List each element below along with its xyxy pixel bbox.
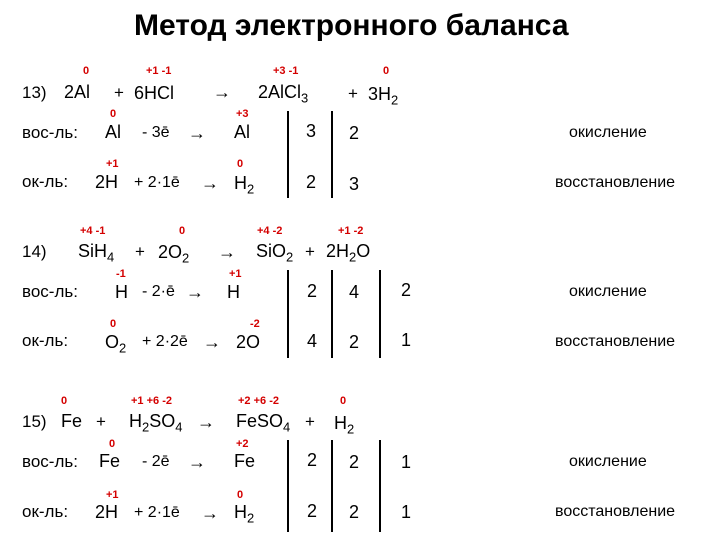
process-label: восстановление (555, 503, 676, 520)
ox-state-label: 0 (237, 489, 244, 501)
plus-sign: + (305, 412, 315, 431)
ox-state-label: 0 (179, 225, 186, 237)
ox-state-label: -2 (250, 318, 260, 330)
oxidizer-label: ок-ль: (22, 172, 69, 191)
balance-coefficient: 2 (349, 123, 360, 143)
half-reaction-arrow: → (188, 123, 206, 143)
half-reaction-to: $H_2$ (234, 502, 255, 526)
plus-sign: + (114, 83, 124, 102)
reaction-arrow: → (213, 82, 231, 102)
reactant-1: Fe (61, 411, 83, 431)
problem-number: 14) (22, 242, 47, 261)
process-label: восстановление (555, 174, 676, 191)
half-reaction-from: 2H (95, 172, 119, 192)
product-1: 2AlCl$_3$ (258, 82, 309, 106)
electron-transfer: + 2·2ē (142, 333, 188, 350)
ox-state-label: 0 (61, 395, 68, 407)
product-2: $H_2$ (334, 413, 355, 437)
electron-transfer: - 3ē (142, 124, 170, 141)
balance-divider-line (379, 270, 381, 358)
ox-state-label: 0 (110, 318, 117, 330)
product-2: $2H_2O$ (326, 241, 371, 265)
balance-coefficient: 2 (349, 332, 360, 352)
ox-state-label: +2 +6 -2 (238, 395, 279, 407)
process-label: окисление (569, 124, 647, 141)
process-label: окисление (569, 283, 647, 300)
oxidizer-label: ок-ль: (22, 331, 69, 350)
balance-coefficient: 4 (349, 282, 360, 302)
product-1: SiO$_2$ (256, 241, 294, 265)
problem-number: 15) (22, 412, 47, 431)
balance-divider-line (331, 440, 333, 532)
electron-transfer: - 2ē (142, 453, 170, 470)
problem-number: 13) (22, 83, 47, 102)
half-reaction-arrow: → (186, 282, 204, 302)
ox-state-label: 0 (83, 65, 90, 77)
electron-count: 2 (307, 281, 318, 301)
balance-divider-line (287, 440, 289, 532)
ox-state-label: +3 -1 (273, 65, 299, 77)
half-reaction-to: H (227, 282, 240, 302)
ox-state-label: -1 (116, 268, 126, 280)
ox-state-label: 0 (109, 438, 116, 450)
ox-state-label: +1 -2 (338, 225, 364, 237)
plus-sign: + (305, 242, 315, 261)
balance-coefficient: 1 (401, 452, 412, 472)
half-reaction-to: Fe (234, 451, 256, 471)
plus-sign: + (96, 412, 106, 431)
balance-divider-line (379, 440, 381, 532)
electron-transfer: - 2·ē (142, 283, 175, 300)
half-reaction-arrow: → (201, 173, 219, 193)
ox-state-label: +1 +6 -2 (131, 395, 172, 407)
ox-state-label: +1 (229, 268, 242, 280)
reactant-1: SiH$_4$ (78, 241, 115, 265)
electron-count: 2 (307, 501, 318, 521)
half-reaction-from: H (115, 282, 128, 302)
electron-count: 4 (307, 331, 318, 351)
ox-state-label: 0 (340, 395, 347, 407)
reactant-2: $2O_2$ (158, 242, 190, 266)
ox-state-label: +3 (236, 108, 249, 120)
electron-count: 3 (306, 121, 317, 141)
reaction-arrow: → (197, 412, 215, 432)
half-reaction-from: 2H (95, 502, 119, 522)
ox-state-label: +1 (106, 489, 119, 501)
half-reaction-arrow: → (201, 503, 219, 523)
ox-state-label: +4 -2 (257, 225, 283, 237)
half-reaction-to: 2O (236, 332, 261, 352)
ox-state-label: +2 (236, 438, 249, 450)
balance-coefficient: 1 (401, 330, 412, 350)
balance-divider-line (287, 111, 289, 198)
electron-transfer: + 2·1ē (134, 174, 180, 191)
ox-state-label: 0 (110, 108, 117, 120)
product-1: FeSO$_4$ (236, 411, 291, 435)
reaction-arrow: → (218, 242, 236, 262)
oxidizer-label: ок-ль: (22, 502, 69, 521)
ox-state-label: 0 (237, 158, 244, 170)
process-label: окисление (569, 453, 647, 470)
reducer-label: вос-ль: (22, 452, 78, 471)
half-reaction-arrow: → (203, 332, 221, 352)
plus-sign: + (348, 84, 358, 103)
balance-divider-line (331, 270, 333, 358)
page-title: Метод электронного баланса (134, 9, 569, 42)
balance-coefficient: 3 (349, 174, 360, 194)
product-2: $3H_2$ (368, 84, 399, 108)
electron-count: 2 (306, 172, 317, 192)
reactant-2: $H_2SO_4$ (129, 411, 183, 435)
half-reaction-from: Fe (99, 451, 121, 471)
balance-coefficient: 1 (401, 502, 412, 522)
ox-state-label: 0 (383, 65, 390, 77)
plus-sign: + (135, 242, 145, 261)
electron-transfer: + 2·1ē (134, 504, 180, 521)
reactant-2: 6HCl (134, 83, 175, 103)
half-reaction-arrow: → (188, 452, 206, 472)
half-reaction-from: $O_2$ (105, 332, 127, 356)
reactant-1: 2Al (64, 82, 91, 102)
balance-divider-line (331, 111, 333, 198)
ox-state-label: +1 -1 (146, 65, 172, 77)
balance-coefficient: 2 (349, 502, 360, 522)
balance-divider-line (287, 270, 289, 358)
process-label: восстановление (555, 333, 676, 350)
reducer-label: вос-ль: (22, 282, 78, 301)
electron-count: 2 (307, 450, 318, 470)
half-reaction-from: Al (105, 122, 122, 142)
ox-state-label: +1 (106, 158, 119, 170)
balance-coefficient: 2 (401, 280, 412, 300)
half-reaction-to: Al (234, 122, 251, 142)
ox-state-label: +4 -1 (80, 225, 106, 237)
half-reaction-to: $H_2$ (234, 173, 255, 197)
reducer-label: вос-ль: (22, 123, 78, 142)
balance-coefficient: 2 (349, 452, 360, 472)
